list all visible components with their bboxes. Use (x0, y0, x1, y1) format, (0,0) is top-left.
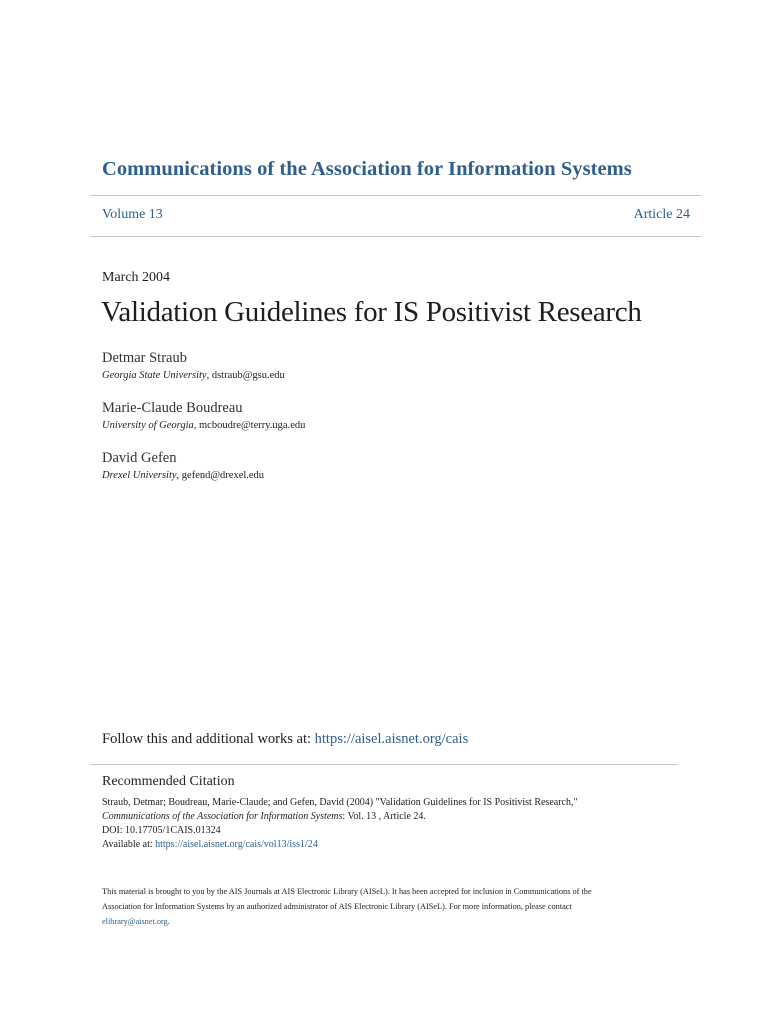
citation-doi: DOI: 10.17705/1CAIS.01324 (102, 825, 221, 836)
author-name: Detmar Straub (102, 350, 187, 366)
citation-available (102, 838, 702, 852)
journal-title[interactable]: Communications of the Association for Information Systems (102, 158, 632, 180)
divider-top (90, 195, 701, 196)
author-block (102, 349, 662, 383)
footnote-line: This material is brought to you by the AIS Journals at AIS Electronic Library (AISeL). It has been accepted for inclusion in Communications of the (102, 887, 592, 896)
author-email: , gefend@drexel.edu (176, 470, 265, 481)
footnote-line (102, 914, 682, 929)
affiliation-name: University of Georgia (102, 420, 194, 431)
volume-link[interactable]: Volume 13 (102, 207, 163, 222)
divider-citation (90, 764, 678, 765)
available-label: Available at: (102, 839, 156, 850)
author-name: David Gefen (102, 450, 177, 466)
follow-text: Follow this and additional works at: (102, 731, 315, 747)
follow-line (102, 731, 468, 748)
author-name: Marie-Claude Boudreau (102, 400, 243, 416)
footnote-block (102, 884, 682, 929)
citation-volume: : Vol. 13 , Article 24. (342, 811, 426, 822)
citation-line: Straub, Detmar; Boudreau, Marie-Claude; and Gefen, David (2004) "Validation Guidelines for IS Positivist Research," (102, 797, 578, 808)
divider-middle (90, 236, 701, 237)
author-block (102, 449, 662, 483)
follow-link[interactable]: https://aisel.aisnet.org/cais (314, 731, 469, 747)
contact-email-link[interactable]: elibrary@aisnet.org (102, 917, 168, 926)
paper-title: Validation Guidelines for IS Positivist Research (101, 296, 642, 328)
author-affiliation (102, 468, 662, 483)
author-email: , mcboudre@terry.uga.edu (193, 420, 306, 431)
citation-heading: Recommended Citation (102, 774, 235, 789)
volume-row (102, 207, 690, 227)
citation-journal: Communications of the Association for Information Systems (102, 811, 343, 822)
author-affiliation (102, 418, 662, 433)
article-link[interactable]: Article 24 (633, 207, 690, 222)
author-affiliation (102, 368, 662, 383)
affiliation-name: Drexel University (102, 470, 177, 481)
citation-block (102, 796, 702, 852)
publication-date: March 2004 (102, 270, 171, 285)
footnote-end: . (167, 917, 170, 926)
available-link[interactable]: https://aisel.aisnet.org/cais/vol13/iss1/24 (155, 839, 318, 850)
author-block (102, 399, 662, 433)
affiliation-name: Georgia State University (102, 370, 207, 381)
author-email: , dstraub@gsu.edu (206, 370, 285, 381)
citation-line (102, 810, 702, 824)
footnote-line: Association for Information Systems by an authorized administrator of AIS Electronic Library (AISeL). For more information, please contact (102, 902, 572, 911)
